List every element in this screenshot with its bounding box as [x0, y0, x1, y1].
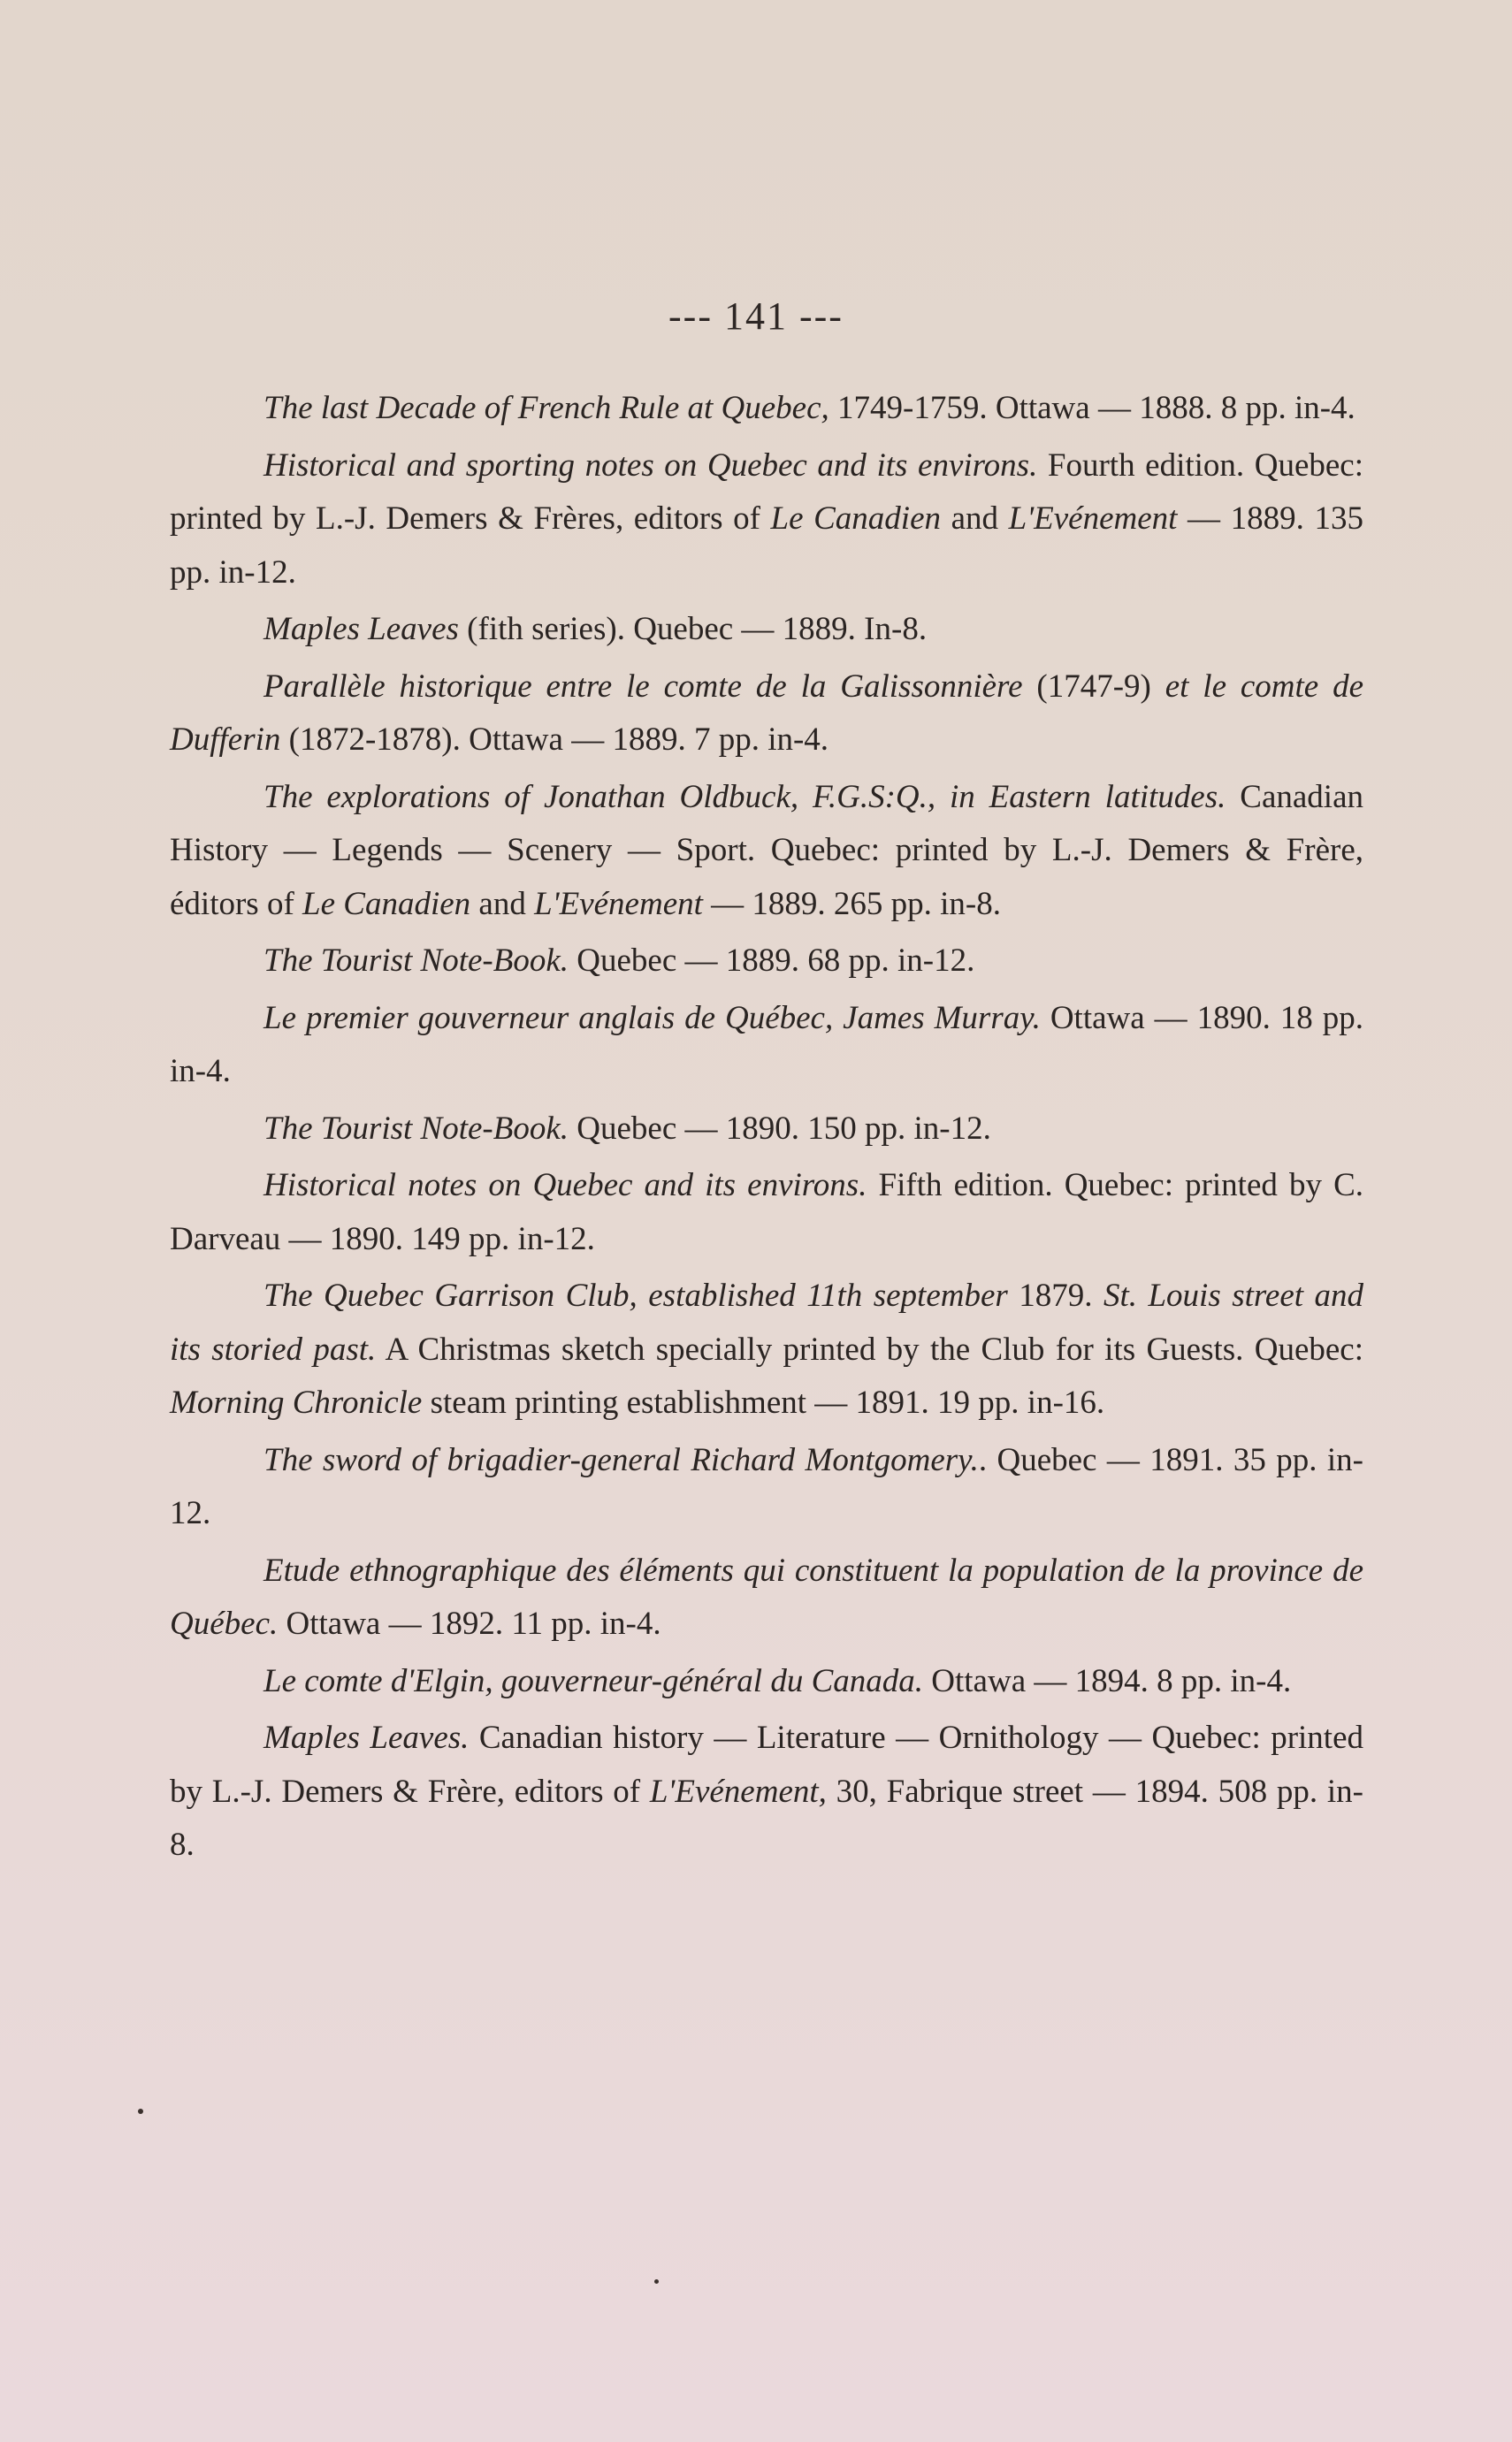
entry-text-segment: (fith series). Quebec — 1889. In-8.	[458, 611, 928, 647]
entry-title-segment: St. Louis street and its storied past.	[170, 1278, 1363, 1368]
entry-title-segment: L'Evénement,	[649, 1773, 827, 1810]
bibliography-entry	[170, 771, 1363, 932]
entry-text-segment: 30, Fabrique street — 1894. 508 pp. in-8.	[170, 1773, 1363, 1863]
entry-text-segment: 1879.	[1007, 1278, 1103, 1314]
bibliography-entry	[170, 1270, 1363, 1431]
bibliography-entry	[170, 1545, 1363, 1652]
ink-speck	[138, 2109, 143, 2114]
bibliography-entry	[170, 935, 1363, 988]
entry-text-segment: Ottawa — 1892. 11 pp. in-4.	[278, 1606, 661, 1642]
entry-text-segment: Quebec — 1890. 150 pp. in-12.	[569, 1110, 991, 1147]
entry-text-segment: (1872-1878). Ottawa — 1889. 7 pp. in-4.	[280, 721, 829, 758]
bibliography-entry	[170, 992, 1363, 1099]
entry-text-segment: Ottawa — 1894. 8 pp. in-4.	[923, 1662, 1292, 1699]
entry-title-segment: The Quebec Garrison Club, established 11th september	[263, 1278, 1008, 1314]
entry-title-segment: Le premier gouverneur anglais de Québec, James Murray.	[263, 999, 1041, 1036]
bibliography-entry	[170, 1103, 1363, 1156]
entry-title-segment: Parallèle historique entre le comte de la Galissonnière	[263, 668, 1023, 705]
entry-text-segment: Ottawa — 1890. 18 pp. in-4.	[170, 999, 1363, 1089]
entry-title-segment: L'Evénement	[1008, 500, 1178, 537]
entry-text-segment: and	[941, 500, 1009, 537]
entry-title-segment: The sword of brigadier-general Richard Montgomery.	[263, 1441, 979, 1478]
entry-title-segment: Le Canadien	[770, 500, 942, 537]
entry-title-segment: Etude ethnographique des éléments qui constituent la population de la province de Québec.	[170, 1552, 1363, 1642]
entry-title-segment: et le comte de Dufferin	[170, 668, 1364, 758]
ink-speck	[654, 2279, 659, 2284]
entry-text-segment: A Christmas sketch specially printed by the Club for its Guests. Quebec:	[376, 1331, 1363, 1368]
bibliography-entry	[170, 1159, 1363, 1266]
bibliography-entry	[170, 382, 1363, 436]
entry-title-segment: Le comte d'Elgin, gouverneur-général du Canada.	[263, 1662, 924, 1699]
entry-text-segment: (1747-9)	[1022, 668, 1165, 705]
entry-text-segment: Canadian History — Legends — Scenery — Sport. Quebec: printed by L.-J. Demers & Frère, éditors of	[170, 778, 1363, 922]
bibliography-entry	[170, 603, 1363, 657]
entry-title-segment: Historical and sporting notes on Quebec and its environs.	[263, 446, 1038, 484]
entry-title-segment: Morning Chronicle	[170, 1385, 423, 1421]
bibliography-entry	[170, 1712, 1363, 1873]
entry-title-segment: L'Evénement	[534, 885, 703, 922]
bibliography-entry	[170, 1434, 1363, 1541]
bibliography-entry	[170, 439, 1363, 600]
entry-title-segment: Historical notes on Quebec and its environs.	[263, 1167, 867, 1203]
entry-text-segment: steam printing establishment — 1891. 19 pp. in-16.	[422, 1385, 1105, 1421]
page-number: --- 141 ---	[668, 294, 844, 338]
entry-title-segment: Le Canadien	[302, 885, 471, 922]
entry-text-segment: and	[470, 885, 535, 922]
entry-title-segment: Maples Leaves	[263, 611, 459, 647]
entry-text-segment: — 1889. 265 pp. in-8.	[702, 885, 1001, 922]
entry-text-segment: Canadian history — Literature — Ornithology — Quebec: printed by L.-J. Demers & Frère, editors of	[170, 1720, 1364, 1810]
entry-title-segment: The Tourist Note-Book.	[263, 942, 569, 979]
entry-text-segment: — 1889. 135 pp. in-12.	[170, 500, 1363, 591]
entry-title-segment: The explorations of Jonathan Oldbuck, F.G.S:Q., in Eastern latitudes.	[263, 778, 1226, 815]
entry-text-segment: Fourth edition. Quebec: printed by L.-J. Demers & Frères, editors of	[170, 446, 1363, 537]
bibliography-entry	[170, 1655, 1363, 1709]
entry-text-segment: Fifth edition. Quebec: printed by C. Darveau — 1890. 149 pp. in-12.	[170, 1167, 1363, 1257]
entry-title-segment: Maples Leaves.	[263, 1720, 470, 1756]
entry-text-segment: . Quebec — 1891. 35 pp. in-12.	[170, 1441, 1364, 1531]
bibliography-entry	[170, 660, 1363, 767]
bibliography-list	[170, 382, 1363, 1876]
entry-title-segment: The Tourist Note-Book.	[263, 1110, 569, 1147]
entry-title-segment: The last Decade of French Rule at Quebec,	[263, 390, 829, 426]
entry-text-segment: Quebec — 1889. 68 pp. in-12.	[569, 942, 975, 979]
entry-text-segment: 1749-1759. Ottawa — 1888. 8 pp. in-4.	[829, 390, 1355, 426]
